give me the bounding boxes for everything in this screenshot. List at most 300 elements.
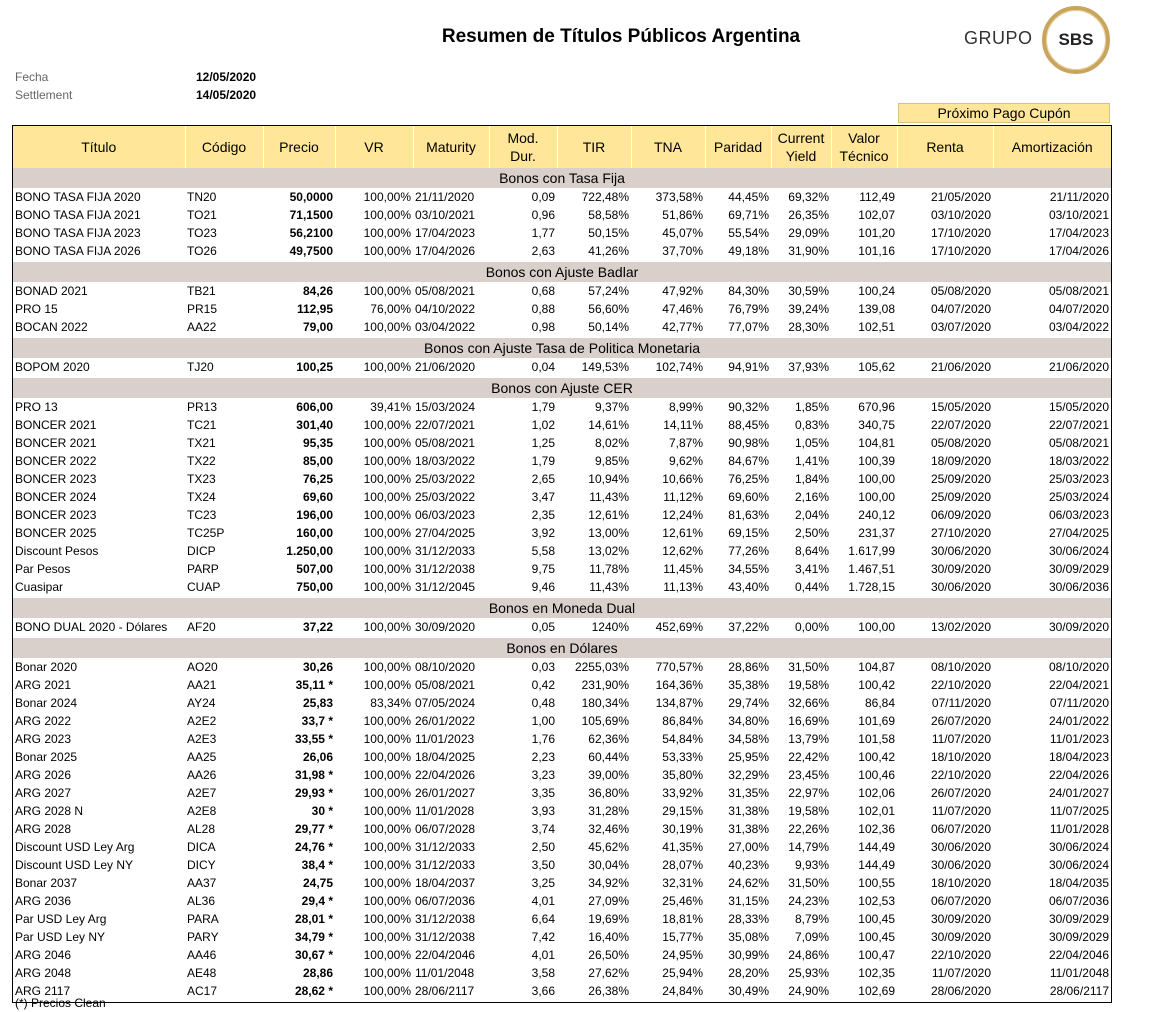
table-cell: 33,55 * bbox=[294, 732, 333, 746]
table-cell: 29,74% bbox=[728, 696, 769, 710]
table-cell: 100,00% bbox=[363, 894, 411, 908]
table-cell: 100,46 bbox=[858, 768, 895, 782]
table-cell: 0,83% bbox=[794, 418, 829, 432]
table-cell: 100,00% bbox=[363, 226, 411, 240]
table-cell: 27,00% bbox=[728, 840, 769, 854]
table-row bbox=[13, 398, 1111, 416]
table-cell: 11/01/2028 bbox=[1049, 822, 1109, 836]
table-cell: 3,47 bbox=[531, 490, 555, 504]
table-cell: 03/10/2020 bbox=[930, 208, 991, 222]
table-cell: 50,15% bbox=[588, 226, 629, 240]
table-cell: 30,99% bbox=[728, 948, 769, 962]
table-cell: 11,78% bbox=[589, 562, 629, 576]
table-cell: BONAD 2021 bbox=[15, 284, 88, 298]
table-cell: 18/04/2035 bbox=[1048, 876, 1109, 890]
table-cell: 27/10/2020 bbox=[930, 526, 991, 540]
table-cell: Par Pesos bbox=[15, 562, 71, 576]
table-cell: 100,00% bbox=[363, 768, 411, 782]
table-cell: 27/04/2025 bbox=[1048, 526, 1109, 540]
table-cell: 0,98 bbox=[531, 320, 555, 334]
table-cell: BONO TASA FIJA 2023 bbox=[15, 226, 141, 240]
table-cell: ARG 2021 bbox=[15, 678, 72, 692]
table-cell: 102,69 bbox=[858, 984, 895, 998]
table-cell: 32,29% bbox=[728, 768, 769, 782]
table-cell: AF20 bbox=[187, 620, 216, 634]
settlement-label: Settlement bbox=[15, 88, 73, 102]
table-cell: AL28 bbox=[187, 822, 216, 836]
table-cell: 4,01 bbox=[531, 894, 555, 908]
column-header: Amortización bbox=[993, 126, 1111, 168]
table-cell: 100,39 bbox=[858, 454, 895, 468]
section-title: Bonos con Tasa Fija bbox=[13, 168, 1111, 188]
table-row bbox=[13, 300, 1111, 318]
table-cell: 1.467,51 bbox=[848, 562, 895, 576]
table-cell: TX24 bbox=[187, 490, 216, 504]
table-cell: 25/03/2022 bbox=[415, 490, 476, 504]
table-row bbox=[13, 358, 1111, 376]
table-cell: 105,69% bbox=[581, 714, 629, 728]
table-cell: 18/03/2022 bbox=[1048, 454, 1109, 468]
table-cell: 9,46 bbox=[531, 580, 555, 594]
table-cell: 24/01/2027 bbox=[1048, 786, 1109, 800]
table-cell: 9,37% bbox=[594, 400, 629, 414]
section-title: Bonos en Moneda Dual bbox=[13, 598, 1111, 618]
table-cell: DICY bbox=[187, 858, 216, 872]
table-cell: Discount USD Ley Arg bbox=[15, 840, 135, 854]
table-cell: Bonar 2024 bbox=[15, 696, 78, 710]
table-cell: TC21 bbox=[187, 418, 217, 432]
table-cell: 100,00% bbox=[363, 562, 411, 576]
table-cell: 24/01/2022 bbox=[1048, 714, 1109, 728]
table-cell: 25,46% bbox=[662, 894, 703, 908]
table-cell: 507,00 bbox=[296, 562, 333, 576]
column-header: TIR bbox=[557, 126, 631, 168]
table-cell: 29,77 * bbox=[294, 822, 333, 836]
table-cell: 44,45% bbox=[728, 190, 769, 204]
table-cell: BOCAN 2022 bbox=[15, 320, 88, 334]
table-cell: 25/09/2020 bbox=[930, 490, 991, 504]
table-cell: 85,00 bbox=[302, 454, 333, 468]
table-cell: 11/01/2023 bbox=[415, 732, 475, 746]
section-gap bbox=[13, 1000, 1111, 1002]
table-cell: 0,42 bbox=[531, 678, 555, 692]
table-cell: 76,00% bbox=[370, 302, 411, 316]
table-cell: 18/04/2023 bbox=[1048, 750, 1109, 764]
table-cell: 21/06/2020 bbox=[415, 360, 476, 374]
table-cell: 14,11% bbox=[663, 418, 703, 432]
table-cell: 10,94% bbox=[588, 472, 629, 486]
table-cell: 30/06/2024 bbox=[1048, 840, 1109, 854]
table-cell: 76,25% bbox=[728, 472, 769, 486]
table-cell: 30,59% bbox=[788, 284, 829, 298]
table-cell: 28,30% bbox=[788, 320, 829, 334]
table-cell: AA22 bbox=[187, 320, 217, 334]
table-cell: 22/10/2020 bbox=[930, 768, 991, 782]
table-row bbox=[13, 542, 1111, 560]
table-cell: 37,93% bbox=[788, 360, 829, 374]
table-cell: 22,97% bbox=[788, 786, 829, 800]
table-cell: 22,42% bbox=[788, 750, 829, 764]
table-cell: AA37 bbox=[187, 876, 217, 890]
table-cell: 101,16 bbox=[858, 244, 895, 258]
table-cell: 31/12/2033 bbox=[415, 858, 476, 872]
table-cell: 94,91% bbox=[728, 360, 769, 374]
table-cell: 06/03/2023 bbox=[415, 508, 476, 522]
table-cell: 24,86% bbox=[788, 948, 829, 962]
table-cell: 102,01 bbox=[858, 804, 895, 818]
table-cell: 18/09/2020 bbox=[930, 454, 991, 468]
table-cell: 25/09/2020 bbox=[930, 472, 991, 486]
table-cell: 30/06/2020 bbox=[930, 580, 991, 594]
table-cell: 4,01 bbox=[531, 948, 555, 962]
table-cell: 13,79% bbox=[788, 732, 829, 746]
table-row bbox=[13, 910, 1111, 928]
table-cell: 1,41% bbox=[794, 454, 829, 468]
table-row bbox=[13, 416, 1111, 434]
table-cell: BONCER 2024 bbox=[15, 490, 97, 504]
table-cell: 03/10/2021 bbox=[1048, 208, 1109, 222]
table-cell: 19,58% bbox=[788, 804, 829, 818]
table-cell: 69,60% bbox=[728, 490, 769, 504]
table-cell: 77,26% bbox=[728, 544, 769, 558]
table-cell: 07/05/2024 bbox=[415, 696, 476, 710]
table-cell: TX23 bbox=[187, 472, 216, 486]
table-row bbox=[13, 946, 1111, 964]
table-cell: 1,85% bbox=[794, 400, 829, 414]
table-cell: 22/04/2026 bbox=[415, 768, 476, 782]
table-cell: AA26 bbox=[187, 768, 217, 782]
table-cell: 25/03/2023 bbox=[1048, 472, 1109, 486]
table-cell: 05/08/2021 bbox=[415, 284, 476, 298]
table-cell: 18/04/2025 bbox=[415, 750, 476, 764]
table-cell: 27,09% bbox=[588, 894, 629, 908]
table-cell: 17/04/2026 bbox=[1048, 244, 1109, 258]
table-cell: AY24 bbox=[187, 696, 216, 710]
table-cell: Bonar 2025 bbox=[15, 750, 78, 764]
table-row bbox=[13, 560, 1111, 578]
table-cell: 41,26% bbox=[588, 244, 629, 258]
table-cell: 9,93% bbox=[794, 858, 829, 872]
table-cell: 54,84% bbox=[662, 732, 703, 746]
table-cell: 3,23 bbox=[531, 768, 555, 782]
table-cell: 90,98% bbox=[728, 436, 769, 450]
table-cell: 06/07/2036 bbox=[1048, 894, 1109, 908]
table-cell: 33,92% bbox=[662, 786, 703, 800]
table-cell: 79,00 bbox=[302, 320, 333, 334]
table-cell: 06/07/2036 bbox=[415, 894, 476, 908]
table-cell: 31,38% bbox=[728, 822, 769, 836]
table-cell: 95,35 bbox=[302, 436, 333, 450]
table-cell: 34,79 * bbox=[294, 930, 333, 944]
table-cell: 76,79% bbox=[728, 302, 769, 316]
table-cell: 30/06/2036 bbox=[1048, 580, 1109, 594]
table-cell: 30,67 * bbox=[294, 948, 333, 962]
section-header bbox=[13, 378, 1111, 398]
table-cell: 3,25 bbox=[531, 876, 555, 890]
table-cell: 5,58 bbox=[531, 544, 555, 558]
table-cell: 2,50% bbox=[794, 526, 829, 540]
table-cell: 28,62 * bbox=[294, 984, 333, 998]
table-cell: 35,80% bbox=[662, 768, 703, 782]
table-cell: 30,04% bbox=[588, 858, 629, 872]
table-cell: Bonar 2037 bbox=[15, 876, 78, 890]
bonds-table bbox=[12, 125, 1112, 1003]
table-cell: 3,50 bbox=[531, 858, 555, 872]
table-cell: 31/12/2045 bbox=[415, 580, 476, 594]
table-cell: 23,45% bbox=[788, 768, 829, 782]
table-cell: 03/04/2022 bbox=[415, 320, 476, 334]
table-cell: 2,23 bbox=[531, 750, 555, 764]
table-cell: 750,00 bbox=[296, 580, 333, 594]
table-cell: 12,61% bbox=[588, 508, 629, 522]
table-cell: A2E2 bbox=[187, 714, 217, 728]
table-cell: 03/04/2022 bbox=[1048, 320, 1109, 334]
table-cell: 452,69% bbox=[655, 620, 703, 634]
table-cell: 1,84% bbox=[794, 472, 829, 486]
table-cell: 31/12/2033 bbox=[415, 840, 476, 854]
table-cell: ARG 2028 bbox=[15, 822, 72, 836]
table-cell: 30,19% bbox=[662, 822, 703, 836]
table-cell: 60,44% bbox=[588, 750, 629, 764]
table-cell: TO26 bbox=[187, 244, 217, 258]
fecha-label: Fecha bbox=[15, 70, 49, 84]
table-cell: 3,74 bbox=[531, 822, 555, 836]
table-cell: 100,45 bbox=[858, 912, 895, 926]
column-header: Valor Técnico bbox=[831, 126, 897, 168]
table-cell: 21/06/2020 bbox=[930, 360, 991, 374]
table-row bbox=[13, 748, 1111, 766]
table-cell: 24,76 * bbox=[294, 840, 333, 854]
table-cell: 30/06/2020 bbox=[930, 544, 991, 558]
table-cell: 7,09% bbox=[794, 930, 829, 944]
table-cell: 30/06/2020 bbox=[930, 858, 991, 872]
table-cell: 30/09/2020 bbox=[415, 620, 476, 634]
section-header bbox=[13, 168, 1111, 188]
table-cell: 12,61% bbox=[662, 526, 703, 540]
table-cell: 100,00% bbox=[363, 678, 411, 692]
table-cell: 25,93% bbox=[788, 966, 829, 980]
table-cell: 07/11/2020 bbox=[931, 696, 991, 710]
table-cell: 30/06/2024 bbox=[1048, 858, 1109, 872]
table-cell: 1,25 bbox=[531, 436, 555, 450]
table-cell: 22/04/2046 bbox=[1048, 948, 1109, 962]
table-cell: 26,06 bbox=[302, 750, 333, 764]
table-cell: 27/04/2025 bbox=[415, 526, 476, 540]
table-cell: 100,00% bbox=[363, 472, 411, 486]
table-cell: 100,00% bbox=[363, 284, 411, 298]
table-cell: 100,00% bbox=[363, 660, 411, 674]
table-cell: 18/03/2022 bbox=[415, 454, 476, 468]
table-cell: 144,49 bbox=[858, 840, 895, 854]
table-cell: 102,53 bbox=[858, 894, 895, 908]
table-cell: 7,87% bbox=[668, 436, 703, 450]
table-cell: 11,12% bbox=[663, 490, 703, 504]
table-cell: 9,75 bbox=[531, 562, 555, 576]
table-cell: 134,87% bbox=[655, 696, 703, 710]
logo-icon bbox=[1042, 6, 1110, 74]
table-cell: 69,32% bbox=[788, 190, 829, 204]
table-cell: ARG 2117 bbox=[15, 984, 71, 998]
table-cell: 30/09/2029 bbox=[1048, 930, 1109, 944]
table-cell: 37,70% bbox=[662, 244, 703, 258]
table-cell: AA21 bbox=[187, 678, 217, 692]
table-cell: 1,05% bbox=[794, 436, 829, 450]
table-cell: 231,37 bbox=[858, 526, 895, 540]
table-cell: 102,07 bbox=[858, 208, 895, 222]
table-cell: 37,22% bbox=[728, 620, 769, 634]
table-cell: 149,53% bbox=[581, 360, 629, 374]
table-cell: 24,62% bbox=[728, 876, 769, 890]
table-cell: 100,00% bbox=[363, 912, 411, 926]
table-cell: 112,95 bbox=[296, 302, 333, 316]
table-cell: 86,84 bbox=[864, 696, 895, 710]
table-cell: 06/03/2023 bbox=[1048, 508, 1109, 522]
table-cell: 08/10/2020 bbox=[930, 660, 991, 674]
table-cell: 26/07/2020 bbox=[930, 786, 991, 800]
table-cell: 1,79 bbox=[531, 454, 555, 468]
table-cell: BONO TASA FIJA 2021 bbox=[15, 208, 141, 222]
table-cell: 22/07/2020 bbox=[930, 418, 991, 432]
table-cell: 112,49 bbox=[859, 190, 895, 204]
fecha-value: 12/05/2020 bbox=[196, 70, 257, 84]
table-cell: 06/07/2028 bbox=[415, 822, 476, 836]
table-cell: 8,64% bbox=[794, 544, 829, 558]
table-cell: 07/11/2020 bbox=[1049, 696, 1109, 710]
table-cell: 100,55 bbox=[858, 876, 895, 890]
section-header bbox=[13, 638, 1111, 658]
table-cell: ARG 2036 bbox=[15, 894, 72, 908]
table-cell: 34,58% bbox=[728, 732, 769, 746]
table-cell: 16,69% bbox=[788, 714, 829, 728]
table-cell: 36,80% bbox=[588, 786, 629, 800]
table-cell: 770,57% bbox=[655, 660, 703, 674]
table-cell: TX21 bbox=[187, 436, 216, 450]
table-row bbox=[13, 578, 1111, 596]
table-cell: 26,35% bbox=[788, 208, 829, 222]
table-cell: 38,4 * bbox=[301, 858, 333, 872]
table-cell: 22/04/2021 bbox=[1048, 678, 1109, 692]
table-cell: 100,42 bbox=[858, 750, 895, 764]
table-cell: 104,81 bbox=[858, 436, 895, 450]
table-cell: BONCER 2021 bbox=[15, 418, 97, 432]
table-cell: 84,67% bbox=[728, 454, 769, 468]
table-cell: 12,62% bbox=[662, 544, 703, 558]
table-cell: 24,95% bbox=[662, 948, 703, 962]
table-cell: AC17 bbox=[187, 984, 218, 998]
table-cell: 30/09/2020 bbox=[930, 930, 991, 944]
table-cell: 35,11 * bbox=[295, 678, 333, 692]
table-row bbox=[13, 618, 1111, 636]
table-cell: 15/05/2020 bbox=[1048, 400, 1109, 414]
table-row bbox=[13, 434, 1111, 452]
footnote: (*) Precios Clean bbox=[15, 996, 106, 1010]
table-cell: ARG 2026 bbox=[15, 768, 72, 782]
table-cell: 19,69% bbox=[588, 912, 629, 926]
table-cell: 28,01 * bbox=[294, 912, 333, 926]
table-row bbox=[13, 318, 1111, 336]
table-cell: 21/05/2020 bbox=[930, 190, 991, 204]
table-cell: 40,23% bbox=[728, 858, 769, 872]
table-cell: 1,79 bbox=[531, 400, 555, 414]
table-cell: 18/10/2020 bbox=[930, 750, 991, 764]
table-row bbox=[13, 838, 1111, 856]
table-cell: 24,90% bbox=[788, 984, 829, 998]
table-cell: 100,00% bbox=[363, 580, 411, 594]
table-cell: 373,58% bbox=[655, 190, 703, 204]
table-cell: 69,71% bbox=[728, 208, 769, 222]
column-header: Maturity bbox=[413, 126, 489, 168]
table-cell: 100,00% bbox=[363, 190, 411, 204]
section-header bbox=[13, 262, 1111, 282]
table-cell: 26,50% bbox=[588, 948, 629, 962]
table-cell: 11/01/2023 bbox=[1049, 732, 1109, 746]
table-cell: 49,7500 bbox=[289, 244, 333, 258]
table-cell: 04/07/2020 bbox=[930, 302, 991, 316]
table-cell: ARG 2046 bbox=[15, 948, 72, 962]
table-cell: 03/10/2021 bbox=[415, 208, 476, 222]
table-cell: 16,40% bbox=[588, 930, 629, 944]
table-cell: 39,41% bbox=[370, 400, 411, 414]
table-cell: 2,16% bbox=[794, 490, 829, 504]
table-cell: 50,14% bbox=[588, 320, 629, 334]
table-cell: 101,69 bbox=[858, 714, 895, 728]
table-cell: BONCER 2025 bbox=[15, 526, 97, 540]
table-cell: Discount USD Ley NY bbox=[15, 858, 134, 872]
table-cell: 04/07/2020 bbox=[1048, 302, 1109, 316]
table-cell: 3,92 bbox=[531, 526, 555, 540]
table-cell: 31,15% bbox=[728, 894, 769, 908]
table-cell: 100,00% bbox=[363, 620, 411, 634]
table-cell: 100,00% bbox=[363, 858, 411, 872]
table-row bbox=[13, 928, 1111, 946]
table-cell: 0,03 bbox=[531, 660, 555, 674]
table-cell: 06/09/2020 bbox=[930, 508, 991, 522]
table-cell: 11,43% bbox=[589, 580, 629, 594]
table-cell: 606,00 bbox=[296, 400, 333, 414]
table-cell: AA46 bbox=[187, 948, 217, 962]
table-cell: 28,07% bbox=[662, 858, 703, 872]
table-cell: ARG 2022 bbox=[15, 714, 72, 728]
table-cell: 33,7 * bbox=[301, 714, 333, 728]
section-header bbox=[13, 598, 1111, 618]
table-cell: 14,79% bbox=[788, 840, 829, 854]
table-cell: 32,66% bbox=[788, 696, 829, 710]
table-cell: 50,0000 bbox=[289, 190, 333, 204]
table-cell: 100,00% bbox=[363, 786, 411, 800]
table-cell: 100,00% bbox=[363, 454, 411, 468]
table-cell: 39,24% bbox=[788, 302, 829, 316]
table-cell: 100,00% bbox=[363, 804, 411, 818]
table-cell: 100,00% bbox=[363, 714, 411, 728]
column-header: TNA bbox=[631, 126, 705, 168]
table-cell: 18,81% bbox=[662, 912, 703, 926]
column-header: Renta bbox=[897, 126, 993, 168]
table-row bbox=[13, 820, 1111, 838]
table-cell: A2E7 bbox=[187, 786, 217, 800]
table-cell: 105,62 bbox=[858, 360, 895, 374]
table-cell: 8,02% bbox=[594, 436, 629, 450]
table-cell: BOPOM 2020 bbox=[15, 360, 90, 374]
table-row bbox=[13, 766, 1111, 784]
table-cell: 100,00% bbox=[363, 526, 411, 540]
table-cell: 32,46% bbox=[588, 822, 629, 836]
table-cell: 39,00% bbox=[588, 768, 629, 782]
table-cell: A2E8 bbox=[187, 804, 217, 818]
table-cell: 47,92% bbox=[662, 284, 703, 298]
table-cell: BONCER 2021 bbox=[15, 436, 97, 450]
table-cell: 1,76 bbox=[531, 732, 555, 746]
table-cell: Discount Pesos bbox=[15, 544, 99, 558]
